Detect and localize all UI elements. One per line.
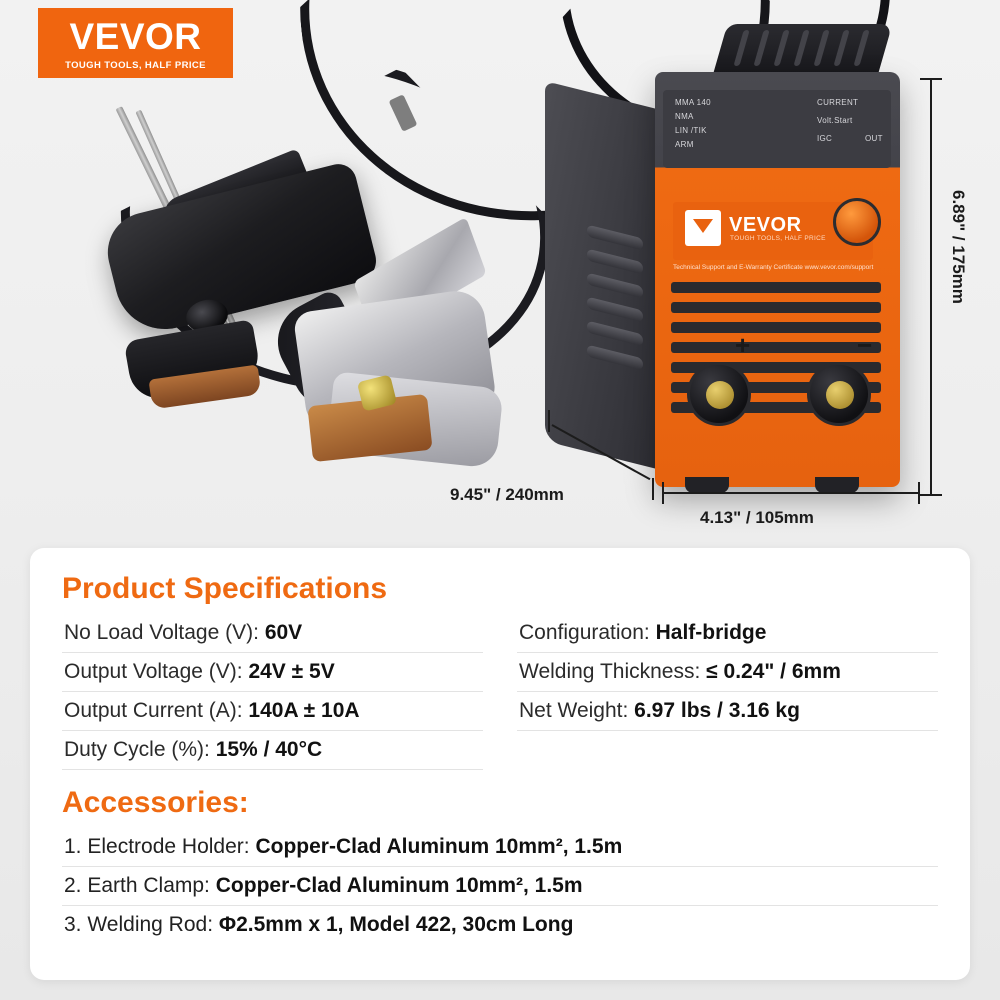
badge-brand-tagline: TOUGH TOOLS, HALF PRICE [730,235,826,242]
dim-width-label: 4.13" / 105mm [700,508,814,527]
dim-width-cap-right [918,482,920,504]
spec-row [517,614,938,653]
spec-value: 24V ± 5V [248,660,335,683]
spec-row [517,692,938,731]
specifications-title: Product Specifications [62,572,388,605]
spec-row [62,614,483,653]
spec-key: No Load Voltage (V): [64,621,259,644]
dim-depth-cap-start [548,410,550,432]
accessory-key: 3. Welding Rod: [64,913,214,936]
side-vent-fins [587,225,647,430]
spec-key: Duty Cycle (%): [64,738,210,761]
accessory-value: Φ2.5mm x 1, Model 422, 30cm Long [218,913,574,936]
accessory-key: 2. Earth Clamp: [64,874,210,897]
specifications-grid [62,614,938,770]
specifications-card [30,548,970,980]
carry-handle [713,24,893,76]
vevor-logo [38,8,233,78]
accessory-row [62,867,938,906]
spec-row-empty [517,731,938,770]
output-terminal-positive[interactable] [687,362,751,426]
dim-width-line [662,492,920,494]
spec-value: 140A ± 10A [248,699,360,722]
logo-wordmark: VEVOR [69,15,202,57]
spec-row [517,653,938,692]
spec-row [62,731,483,770]
spec-row [62,692,483,731]
accessories-title: Accessories: [62,786,249,819]
machine-foot-left [685,477,729,493]
spec-key: Configuration: [519,621,650,644]
dim-height-cap-bottom [920,494,942,496]
dim-height-cap-top [920,78,942,80]
support-note: Technical Support and E-Warranty Certificate www.vevor.com/support [673,264,874,271]
accessory-row [62,906,938,944]
dim-width-cap-left [662,482,664,504]
dim-depth-cap-end [652,478,654,500]
dim-height-line [930,78,932,496]
spec-value: ≤ 0.24" / 6mm [706,660,841,683]
brand-mark-icon [685,210,721,246]
panel-label-lin: LIN /TIK [675,126,707,135]
welding-machine [545,72,930,492]
spec-value: 6.97 lbs / 3.16 kg [634,699,800,722]
spec-key: Output Voltage (V): [64,660,243,683]
spec-key: Output Current (A): [64,699,243,722]
panel-label-current: CURRENT [817,98,859,107]
terminal-plus-label: + [735,330,751,360]
spec-value: 15% / 40°C [215,738,323,761]
accessory-row [62,828,938,867]
spec-key: Net Weight: [519,699,629,722]
terminal-minus-label: − [857,330,873,360]
accessory-key: 1. Electrode Holder: [64,835,250,858]
dim-depth-label: 9.45" / 240mm [450,485,564,504]
panel-label-model: MMA 140 [675,98,711,107]
spec-key: Welding Thickness: [519,660,701,683]
panel-label-voltstart: Volt.Start [817,116,853,125]
spec-row [62,653,483,692]
panel-label-igc: IGC [817,134,833,143]
accessory-value: Copper-Clad Aluminum 10mm², 1.5m [215,874,583,897]
logo-tagline: TOUGH TOOLS, HALF PRICE [65,59,206,71]
panel-label-arm: ARM [675,140,694,149]
machine-foot-right [815,477,859,493]
panel-label-out: OUT [865,134,883,143]
badge-brand-name: VEVOR [729,214,802,236]
output-terminal-negative[interactable] [807,362,871,426]
current-adjust-knob[interactable] [833,198,881,246]
spec-value: 60V [264,621,303,644]
panel-label-nma: NMA [675,112,694,121]
spec-value: Half-bridge [655,621,767,644]
accessory-value: Copper-Clad Aluminum 10mm², 1.5m [255,835,623,858]
dim-height-label: 6.89" / 175mm [949,190,968,304]
